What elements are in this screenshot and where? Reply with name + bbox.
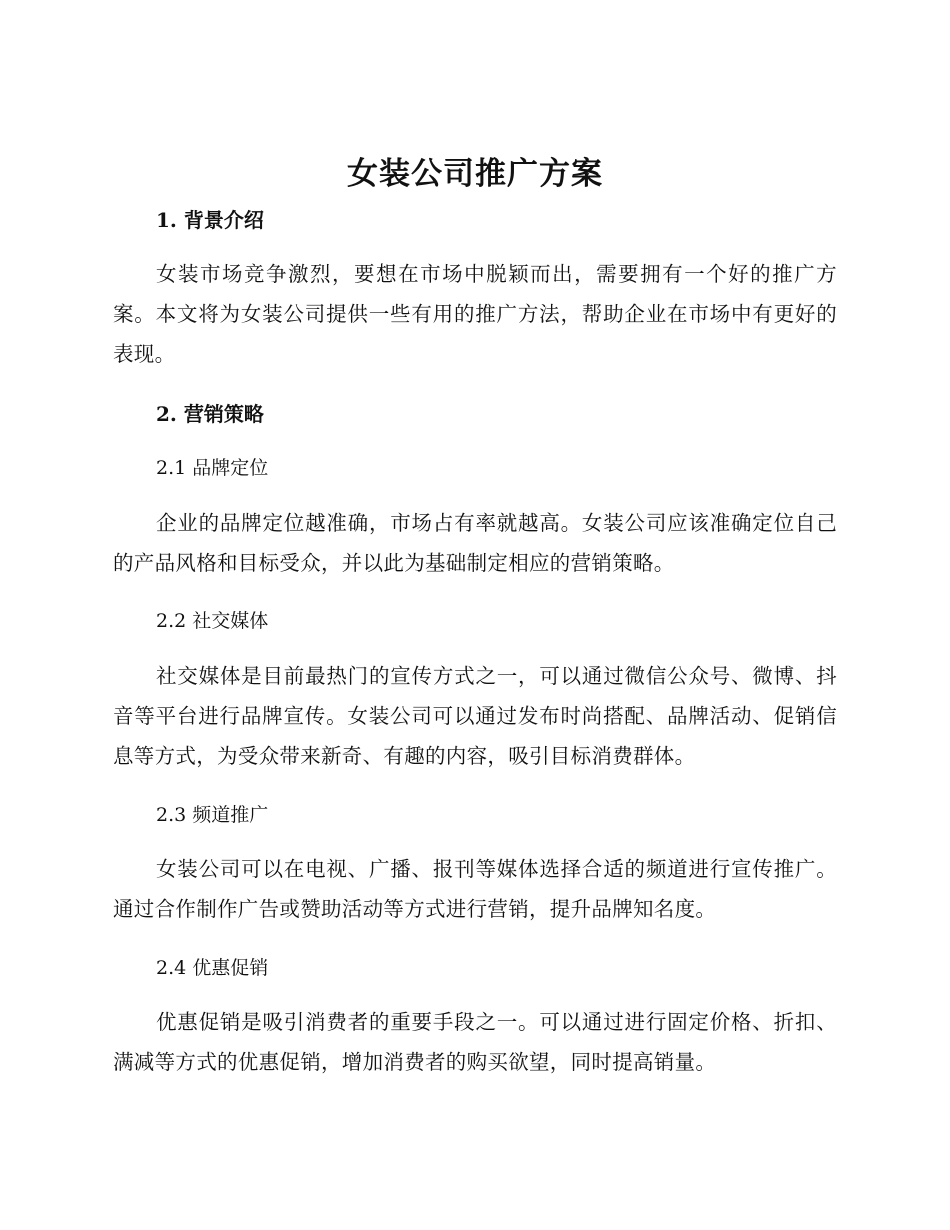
paragraph-background: 女装市场竞争激烈，要想在市场中脱颖而出，需要拥有一个好的推广方案。本文将为女装公司提供一些有用的推广方法，帮助企业在市场中有更好的表现。 (113, 262, 837, 366)
document-title: 女装公司推广方案 (347, 156, 603, 192)
subsection-heading-channel-promotion: 2.3 频道推广 (156, 804, 269, 826)
subsection-heading-promotions: 2.4 优惠促销 (156, 957, 269, 979)
subsection-heading-brand-positioning: 2.1 品牌定位 (156, 457, 269, 479)
paragraph-promotions: 优惠促销是吸引消费者的重要手段之一。可以通过进行固定价格、折扣、满减等方式的优惠促销，增加消费者的购买欲望，同时提高销量。 (113, 1010, 837, 1074)
section-heading-background: 1. 背景介绍 (156, 208, 264, 232)
subsection-heading-social-media: 2.2 社交媒体 (156, 610, 269, 632)
paragraph-brand-positioning: 企业的品牌定位越准确，市场占有率就越高。女装公司应该准确定位自己的产品风格和目标受众，并以此为基础制定相应的营销策略。 (113, 511, 837, 575)
paragraph-social-media: 社交媒体是目前最热门的宣传方式之一，可以通过微信公众号、微博、抖音等平台进行品牌宣传。女装公司可以通过发布时尚搭配、品牌活动、促销信息等方式，为受众带来新奇、有趣的内容，吸引目标消费群体。 (113, 664, 837, 768)
paragraph-channel-promotion: 女装公司可以在电视、广播、报刊等媒体选择合适的频道进行宣传推广。通过合作制作广告或赞助活动等方式进行营销，提升品牌知名度。 (113, 857, 837, 921)
section-heading-marketing-strategy: 2. 营销策略 (156, 402, 264, 426)
